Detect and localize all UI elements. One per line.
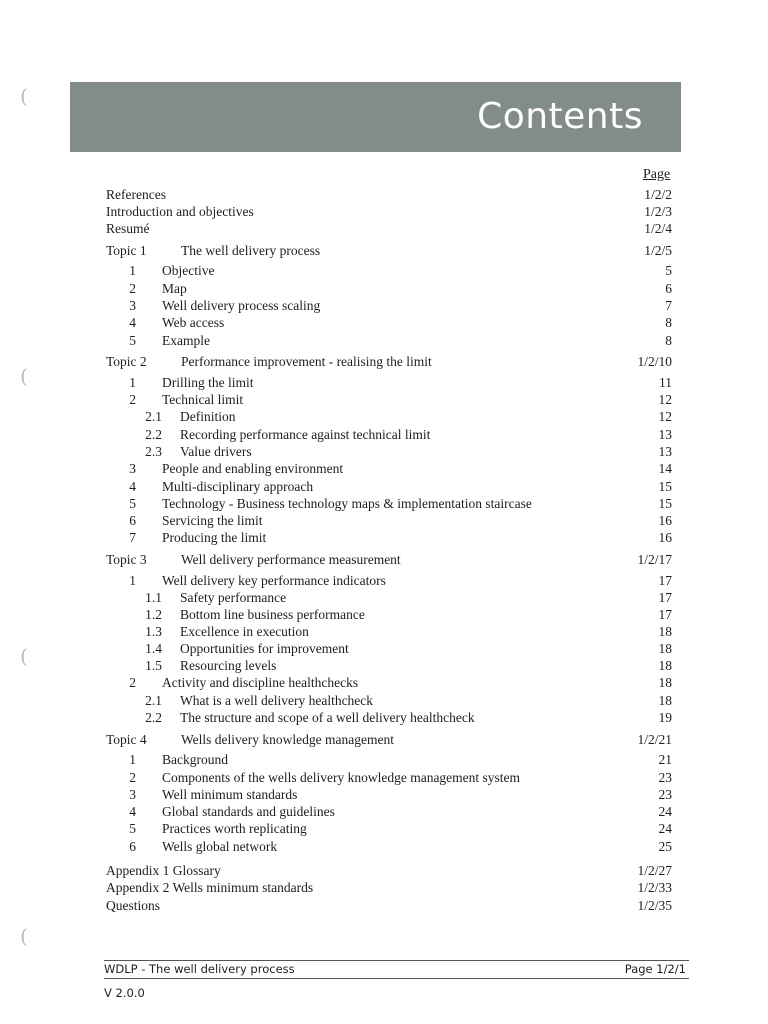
toc-entry-number: Topic 4	[106, 732, 147, 747]
toc-entry-label: Servicing the limit	[162, 513, 263, 528]
toc-entry-page: 14	[658, 461, 672, 476]
toc-entry-page: 18	[658, 693, 672, 708]
toc-entry-number: Topic 2	[106, 354, 147, 369]
toc-entry-label: Practices worth replicating	[162, 821, 307, 836]
toc-entry-label: What is a well delivery healthcheck	[180, 693, 374, 708]
toc-entry-label: Map	[162, 281, 187, 296]
toc-entry-page: 23	[658, 787, 672, 802]
toc-entry-page: 25	[658, 839, 672, 854]
toc-entry-page: 11	[659, 375, 672, 390]
footer-document-title: WDLP - The well delivery process	[104, 962, 295, 976]
toc-entry-label: Appendix 2 Wells minimum standards	[106, 880, 314, 895]
toc-entry-number: 3	[129, 298, 136, 313]
footer-rule-lower	[104, 978, 689, 979]
footer-rule	[104, 960, 689, 961]
toc-entry-number: 2.2	[145, 427, 162, 442]
toc-entry-page: 18	[658, 641, 672, 656]
toc-entry-label: Introduction and objectives	[106, 204, 254, 219]
toc-entry-label: Components of the wells delivery knowledge management system	[162, 770, 521, 785]
punch-hole-mark: (	[20, 924, 28, 948]
toc-entry-label: Activity and discipline healthchecks	[162, 675, 359, 690]
punch-hole-mark: (	[20, 364, 28, 388]
toc-entry-label: Appendix 1 Glossary	[106, 863, 221, 878]
toc-entry-label: Value drivers	[180, 444, 252, 459]
toc-entry-page: 1/2/4	[644, 221, 672, 236]
toc-entry-label: Multi-disciplinary approach	[162, 479, 314, 494]
toc-entry-label: Web access	[162, 315, 225, 330]
toc-entry-page: 18	[658, 658, 672, 673]
toc-entry-label: Objective	[162, 263, 215, 278]
toc-entry-page: 1/2/5	[644, 243, 672, 258]
toc-entry-number: 1	[129, 752, 136, 767]
toc-entry-page: 12	[658, 409, 672, 424]
toc-entry-page: 7	[665, 298, 672, 313]
toc-entry-label: Performance improvement - realising the limit	[181, 354, 432, 369]
toc-entry-number: 4	[129, 479, 136, 494]
toc-entry-label: Wells delivery knowledge management	[181, 732, 394, 747]
toc-entry-page: 1/2/33	[637, 880, 672, 895]
toc-entry-label: Bottom line business performance	[180, 607, 365, 622]
toc-entry-page: 18	[658, 675, 672, 690]
toc-entry-label: The well delivery process	[181, 243, 321, 258]
toc-entry-label: Well delivery performance measurement	[181, 552, 401, 567]
toc-entry-number: 7	[129, 530, 136, 545]
footer-version: V 2.0.0	[104, 986, 145, 1000]
toc-entry-page: 21	[658, 752, 672, 767]
toc-entry-page: 19	[658, 710, 672, 725]
toc-entry-page: 6	[665, 281, 672, 296]
toc-entry-number: 1.2	[145, 607, 162, 622]
toc-entry-number: 2.1	[145, 409, 162, 424]
toc-entry-label: Global standards and guidelines	[162, 804, 335, 819]
toc-entry-number: 1.5	[145, 658, 162, 673]
toc-entry-page: 1/2/17	[637, 552, 672, 567]
toc-entry-label: Producing the limit	[162, 530, 267, 545]
toc-entry-label: Excellence in execution	[180, 624, 309, 639]
toc-entry-page: 17	[658, 573, 672, 588]
toc-entry-page: 1/2/27	[637, 863, 672, 878]
toc-entry-page: 23	[658, 770, 672, 785]
toc-entry-label: Opportunities for improvement	[180, 641, 349, 656]
toc-entry-page: 16	[658, 530, 672, 545]
toc-entry-page: 5	[665, 263, 672, 278]
page-column-heading: Page	[643, 167, 671, 182]
toc-entry-number: 3	[129, 787, 136, 802]
toc-entry-label: Well delivery process scaling	[162, 298, 321, 313]
toc-entry-label: The structure and scope of a well delivery healthcheck	[180, 710, 475, 725]
toc-entry-page: 15	[658, 496, 672, 511]
toc-entry-page: 16	[658, 513, 672, 528]
toc-entry-label: Recording performance against technical limit	[180, 427, 431, 442]
punch-hole-mark: (	[20, 84, 28, 108]
toc-entry-number: 4	[129, 804, 136, 819]
toc-entry-page: 17	[658, 590, 672, 605]
toc-entry-label: Safety performance	[180, 590, 287, 605]
toc-entry-page: 8	[665, 315, 672, 330]
toc-entry-number: 2.1	[145, 693, 162, 708]
toc-entry-label: Questions	[106, 898, 160, 913]
toc-entry-label: Definition	[180, 409, 236, 424]
toc-entry-page: 24	[658, 804, 672, 819]
toc-entry-number: 1	[129, 263, 136, 278]
toc-entry-number: 6	[129, 513, 136, 528]
toc-entry-number: 1	[129, 573, 136, 588]
toc-entry-number: 1.4	[145, 641, 162, 656]
toc-entry-label: Technical limit	[162, 392, 244, 407]
toc-entry-label: Resumé	[106, 221, 150, 236]
toc-entry-page: 8	[665, 333, 672, 348]
footer-page-number: Page 1/2/1	[624, 962, 686, 976]
toc-entry-page: 1/2/3	[644, 204, 672, 219]
toc-entry-label: Technology - Business technology maps & implementation staircase	[162, 496, 532, 511]
toc-entry-page: 1/2/10	[637, 354, 672, 369]
toc-entry-label: References	[106, 187, 166, 202]
toc-entry-number: 3	[129, 461, 136, 476]
toc-entry-page: 12	[658, 392, 672, 407]
contents-header-band	[70, 82, 681, 152]
toc-entry-number: 2	[129, 675, 136, 690]
toc-entry-number: 5	[129, 496, 136, 511]
toc-entry-page: 24	[658, 821, 672, 836]
toc-entry-label: Well minimum standards	[162, 787, 298, 802]
toc-entry-number: 6	[129, 839, 136, 854]
toc-entry-label: Example	[162, 333, 210, 348]
toc-entry-number: 2	[129, 392, 136, 407]
toc-entry-number: Topic 1	[106, 243, 147, 258]
toc-entry-page: 1/2/21	[637, 732, 672, 747]
toc-entry-page: 17	[658, 607, 672, 622]
toc-entry-page: 13	[658, 427, 672, 442]
toc-entry-number: 4	[129, 315, 136, 330]
toc-entry-number: 1.1	[145, 590, 162, 605]
toc-entry-number: 5	[129, 821, 136, 836]
page-title: Contents	[477, 96, 643, 137]
toc-entry-label: Wells global network	[162, 839, 278, 854]
toc-entry-page: 18	[658, 624, 672, 639]
toc-entry-label: Resourcing levels	[180, 658, 277, 673]
toc-entry-number: 5	[129, 333, 136, 348]
toc-entry-number: 2	[129, 770, 136, 785]
toc-entry-number: 2.2	[145, 710, 162, 725]
toc-entry-page: 1/2/2	[644, 187, 672, 202]
toc-entry-label: Background	[162, 752, 228, 767]
toc-entry-number: 1.3	[145, 624, 162, 639]
toc-entry-label: Drilling the limit	[162, 375, 254, 390]
toc-entry-page: 15	[658, 479, 672, 494]
toc-entry-number: 1	[129, 375, 136, 390]
toc-entry-number: 2	[129, 281, 136, 296]
toc-entry-label: People and enabling environment	[162, 461, 344, 476]
toc-entry-page: 1/2/35	[637, 898, 672, 913]
toc-entry-page: 13	[658, 444, 672, 459]
toc-entry-number: 2.3	[145, 444, 162, 459]
toc-entry-number: Topic 3	[106, 552, 147, 567]
punch-hole-mark: (	[20, 644, 28, 668]
toc-entry-label: Well delivery key performance indicators	[162, 573, 386, 588]
